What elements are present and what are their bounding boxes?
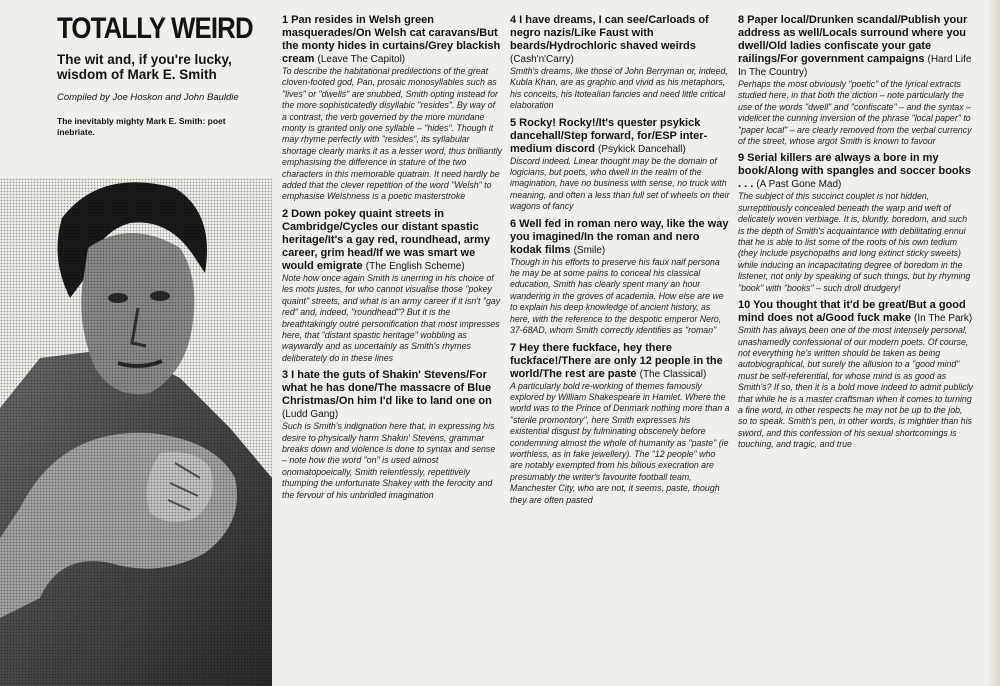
commentary: A particularly bold re-working of themes famously explored by William Shakespeare in Hamlet. Where the world was to the Prince of Denmark nothing more than a "sterile promontory", here Smith expresses his existential disgust by fulminating obscenely before condemning almost the whole of humanity as "paste" (ie worthless, as in fake jewellery). The "12 people" who are notably exempted from his bilious execration are presumably the writer's favourite football team, Manchester City, who are not, it seems, paste, though they are often pasted xyxy=(510,380,730,505)
page-gutter-shadow xyxy=(988,0,1000,686)
mark-e-smith-photo xyxy=(0,178,272,686)
column-2 xyxy=(510,14,730,511)
commentary: Smith has always been one of the most intensely personal, unashamedly confessional of our modern poets. Of course, not everything he's written should be taken as being autobiographical, but surely the allusion to a "good mind" must be self-referential, for whose mind is as good as Smith's? If so, then it is a bold move indeed to admit publicly that while he is a master craftsman when it comes to turning a fine word, in other respects he may not be up to the job, so to speak. Smith's pen, in other words, is mightier than his sword, and this confession of his sexual shortcomings is touching, and tragic, and true xyxy=(738,325,973,450)
song-title: (Smile) xyxy=(573,244,606,256)
commentary: Note how once again Smith is unerring in his choice of les mots justes, for who cannot visualise those "pokey quaint" streets, and what is an army career if it isn't "gay red" and, indeed, "roundhead"? But it is the breathtakingly outré personification that most impresses here, that "distant spastic heritage" wobbling as waywardly and as uncertainly as Smith's rhymes deliberately do in these lines xyxy=(282,272,501,363)
lyric-heading: 10 You thought that it'd be great/But a good mind does not a/Good fuck make (In The Park) xyxy=(738,299,973,325)
page-title: TOTALLY WEIRD xyxy=(57,12,253,45)
lyric-item xyxy=(282,369,502,501)
commentary: Such is Smith's indignation here that, in expressing his desire to physically harm Shakin' Stevens, grammar breaks down and violence is done to syntax and sense – note how the word "on" is used almost onomatopoeically, Smith relentlessly, repetitively thumping the unfortunate Shakey with the ferocity and the fervour of his unbridled imagination xyxy=(282,421,496,500)
lyric-item xyxy=(738,152,974,294)
lyric-heading: 1 Pan resides in Welsh green masquerades/On Welsh cat caravans/But the monty hides in curtains/Grey blackish cream (Leave The Capitol) xyxy=(282,14,501,65)
lyric-heading: 7 Hey there fuckface, hey there fuckface!/There are only 12 people in the world/The rest are paste (The Classical) xyxy=(510,341,723,380)
lyric-heading: 3 I hate the guts of Shakin' Stevens/For what he has done/The massacre of Blue Christmas/On him I'd like to land one on (Ludd Gang) xyxy=(282,369,492,421)
column-1 xyxy=(282,14,502,506)
song-title: (In The Park) xyxy=(914,313,973,325)
song-title: (Cash'n'Carry) xyxy=(510,54,574,65)
lyric-heading: 8 Paper local/Drunken scandal/Publish your address as well/Locals surround where you dwell/Old ladies confiscate your gate railings/For government campaigns (Hard Life In The Country) xyxy=(738,14,972,78)
lyric-heading: 5 Rocky! Rocky!/It's quester psykick dancehall/Step forward, for/ESP inter-medium discord (Psykick Dancehall) xyxy=(510,116,708,155)
song-title: (Leave The Capitol) xyxy=(317,54,406,65)
lyric-item xyxy=(738,14,974,147)
commentary: Though in his efforts to preserve his faux naif persona he may be at some pains to conceal his classical education, Smith has clearly spent many an hour wandering in the groves of academia. How else are we to explain his deep knowledge of ancient history, as here, with the reference to the despotic emperor Nero, 37-68AD, whom Smith correctly identifies as "roman" xyxy=(510,256,724,336)
commentary: Perhaps the most obviously "poetic" of the lyrical extracts studied here, in that both the diction – note particularly the use of the words "dwell" and "confiscate" – and the syntax – videlicet the cunning inversion of the phrase "local paper" to "paper local" – are clearly removed from the verbal currency of the street, whose argot Smith is known to favour xyxy=(738,79,972,147)
song-title: (Ludd Gang) xyxy=(282,409,339,421)
lyric-item xyxy=(510,342,730,506)
song-title: (A Past Gone Mad) xyxy=(756,179,842,191)
lyric-item xyxy=(510,218,730,337)
lyric-item xyxy=(282,208,502,364)
song-title: (Psykick Dancehall) xyxy=(598,143,686,155)
byline: Compiled by Joe Hoskon and John Bauldie xyxy=(57,92,239,103)
page-subtitle: The wit and, if you're lucky, wisdom of Mark E. Smith xyxy=(57,52,232,82)
lyric-item xyxy=(510,117,730,213)
song-title: (The Classical) xyxy=(639,368,707,380)
song-title: (The English Scheme) xyxy=(365,260,465,272)
lyric-heading: 4 I have dreams, I can see/Carloads of negro nazis/Like Faust with beards/Hydrochloric shaved weirds (Cash'n'Carry) xyxy=(510,14,709,65)
song-title: (Hard Life In The Country) xyxy=(738,54,972,78)
commentary: The subject of this succinct couplet is not hidden, surreptitiously concealed beneath the warp and weft of delicately woven verbiage. It is, bluntly, boredom, and such is the depth of Smith's acquaintance with debilitating ennui that he is able to list some of the roots of his own tedium (they include psychopaths and long extinct sticky sweets) while inducing an incapacitating degree of boredom in the listener, not only by speaking of such things, but by rhyming "book" with "books" – such droll drudgery! xyxy=(738,191,971,293)
lyric-item xyxy=(282,14,502,203)
commentary: To describe the habitational predilections of the great cloven-footed god, Pan, prosaic monosyllables such as "lives" or "dwells" are snubbed, Smith opting instead for the more sophisticatedly disyllabic "resides". By way of a contrast, the verb governed by the more mundane monty is granted only one syllable – "hides". Though it may rhyme perfectly with "resides", its syllabular shortage clearly marks it as a lesser word, thus brilliantly emphasising the difference in stature of the two characters in this memorable quatrain. It need hardly be added that the clever repetition of the word "Welsh" to emphasise Welshness is a poetic masterstroke xyxy=(282,66,503,202)
lyric-heading: 9 Serial killers are always a bore in my book/Along with spangles and soccer books . . . (A Past Gone Mad) xyxy=(738,152,971,191)
column-3 xyxy=(738,14,974,456)
lyric-item xyxy=(738,299,974,450)
commentary: Smith's dreams, like those of John Berryman or, indeed, Kubla Khan, are as graphic and vivid as his metaphors, his conceits, his Itotealian fancies and need little critical elaboration xyxy=(510,66,728,111)
lyric-heading: 2 Down pokey quaint streets in Cambridge/Cycles our distant spastic heritage/It's a gay red, roundhead, army career, grim head/If we was smart we would emigrate (The English Scheme) xyxy=(282,207,491,272)
photo-caption: The inevitably mighty Mark E. Smith: poet inebriate. xyxy=(57,116,226,137)
intro-column xyxy=(57,14,262,138)
commentary: Discord indeed. Linear thought may be the domain of logicians, but poets, who dwell in the realm of the imagination, have no business with sense, no truck with meaning, and often a less than full set of wheels on their wagons of fancy xyxy=(510,155,730,212)
lyric-heading: 6 Well fed in roman nero way, like the way you imagined/In the roman and nero kodak films (Smile) xyxy=(510,217,729,256)
lyric-item xyxy=(510,14,730,112)
